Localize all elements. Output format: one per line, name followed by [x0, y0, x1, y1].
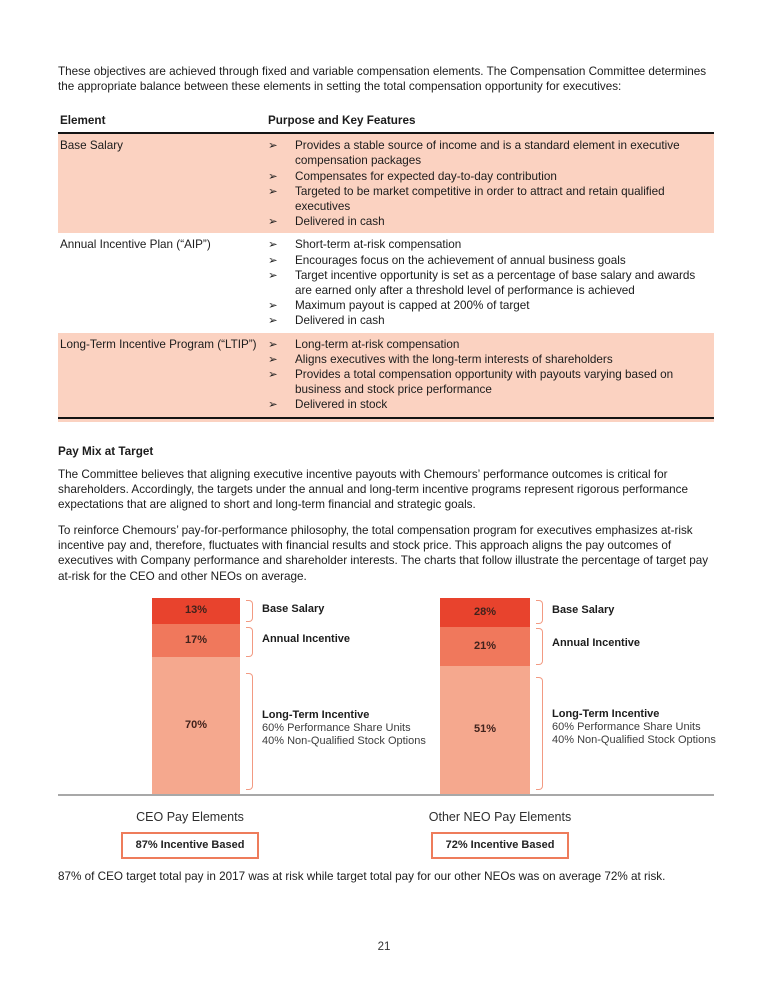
feature-text: Delivered in cash [295, 314, 385, 328]
neo-incentive-callout: 72% Incentive Based [431, 832, 570, 859]
feature-list [268, 138, 714, 229]
bracket-icon [536, 600, 543, 624]
neo-long-term-segment [440, 666, 530, 794]
chart-baseline [58, 794, 714, 796]
closing-paragraph: 87% of CEO target total pay in 2017 was at risk while target total pay for our other NEOs was on average 72% at risk. [58, 870, 666, 883]
arrow-bullet-icon: ➢ [268, 139, 278, 153]
feature-text: Short-term at-risk compensation [295, 238, 462, 252]
arrow-bullet-icon: ➢ [268, 314, 278, 328]
section-heading: Pay Mix at Target [58, 445, 154, 458]
list-item [268, 214, 714, 229]
list-item [268, 169, 714, 184]
list-item [268, 237, 714, 252]
table-row-ltip [58, 333, 714, 417]
arrow-bullet-icon: ➢ [268, 398, 278, 412]
feature-text: Compensates for expected day-to-day contribution [295, 169, 557, 183]
list-item [268, 138, 714, 168]
neo-long-term-label-block [552, 708, 716, 747]
arrow-bullet-icon: ➢ [268, 268, 278, 282]
feature-list [268, 337, 714, 413]
list-item [268, 184, 714, 214]
arrow-bullet-icon: ➢ [268, 368, 278, 382]
ceo-long-term-label-block [262, 709, 426, 748]
page-number: 21 [377, 941, 391, 953]
arrow-bullet-icon: ➢ [268, 169, 278, 183]
feature-text: Delivered in cash [295, 215, 385, 229]
ceo-annual-incentive-label: Annual Incentive [262, 633, 351, 645]
table-header-row [58, 113, 714, 134]
element-name: Base Salary [60, 139, 124, 153]
list-item [268, 367, 714, 397]
neo-base-salary-segment [440, 598, 530, 627]
list-item [268, 253, 714, 268]
neo-annual-incentive-label: Annual Incentive [552, 637, 641, 649]
column-header-purpose: Purpose and Key Features [268, 114, 416, 127]
list-item [268, 268, 714, 298]
ceo-incentive-callout: 87% Incentive Based [121, 832, 260, 859]
ceo-annual-incentive-segment [152, 624, 240, 657]
bracket-icon [536, 628, 543, 665]
segment-value: 13% [184, 604, 208, 617]
neo-long-term-sub-1: 60% Performance Share Units [552, 721, 701, 733]
arrow-bullet-icon: ➢ [268, 238, 278, 252]
ceo-base-salary-label: Base Salary [262, 603, 325, 615]
ceo-chart-caption: CEO Pay Elements [136, 810, 244, 824]
intro-paragraph: These objectives are achieved through fixed and variable compensation elements. The Compensation Committee determines the appropriate balance between these elements in setting the total compensation opportunity for executives: [58, 65, 707, 94]
feature-text: Provides a stable source of income and is a standard element in executive compensation packages [295, 139, 680, 168]
list-item [268, 313, 714, 328]
ceo-long-term-label: Long-Term Incentive [262, 709, 370, 721]
ceo-long-term-sub-1: 60% Performance Share Units [262, 722, 411, 734]
feature-text: Maximum payout is capped at 200% of target [295, 299, 530, 313]
list-item [268, 397, 714, 412]
feature-text: Aligns executives with the long-term interests of shareholders [295, 352, 613, 366]
feature-text: Long-term at-risk compensation [295, 337, 460, 351]
segment-value: 70% [184, 718, 208, 731]
bracket-icon [246, 600, 253, 622]
neo-chart-caption: Other NEO Pay Elements [428, 810, 572, 824]
arrow-bullet-icon: ➢ [268, 253, 278, 267]
arrow-bullet-icon: ➢ [268, 337, 278, 351]
ceo-long-term-segment [152, 657, 240, 794]
compensation-table [58, 113, 714, 422]
list-item [268, 352, 714, 367]
table-row-base-salary [58, 134, 714, 233]
element-name: Long-Term Incentive Program (“LTIP”) [60, 337, 257, 351]
arrow-bullet-icon: ➢ [268, 299, 278, 313]
feature-list [268, 237, 714, 328]
pay-mix-paragraph-1: The Committee believes that aligning executive incentive payouts with Chemours’ performance outcomes is critical for shareholders. Accordingly, the targets under the annual and long-term incentive programs represent rigorous performance expectations that are aligned to short and long-term financial and strategic goals. [58, 468, 688, 512]
arrow-bullet-icon: ➢ [268, 215, 278, 229]
element-name: Annual Incentive Plan (“AIP”) [60, 238, 211, 252]
neo-callout-wrap [400, 832, 600, 859]
feature-text: Provides a total compensation opportunity with payouts varying based on business and stock price performance [295, 368, 674, 397]
ceo-callout-wrap [90, 832, 290, 859]
neo-base-salary-label: Base Salary [552, 604, 615, 616]
column-header-element: Element [60, 114, 106, 127]
table-bottom-strip [58, 419, 714, 422]
neo-annual-incentive-segment [440, 627, 530, 666]
ceo-base-salary-segment [152, 598, 240, 624]
segment-value: 51% [473, 723, 497, 736]
ceo-long-term-sub-2: 40% Non-Qualified Stock Options [262, 735, 426, 747]
segment-value: 21% [473, 639, 497, 652]
table-row-aip [58, 233, 714, 332]
feature-text: Delivered in stock [295, 398, 388, 412]
neo-long-term-sub-2: 40% Non-Qualified Stock Options [552, 734, 716, 746]
neo-long-term-label: Long-Term Incentive [552, 708, 660, 720]
feature-text: Targeted to be market competitive in order to attract and retain qualified executives [295, 184, 665, 214]
segment-value: 28% [473, 605, 497, 618]
bracket-icon [536, 677, 543, 790]
bracket-icon [246, 673, 253, 790]
segment-value: 17% [184, 633, 208, 646]
arrow-bullet-icon: ➢ [268, 352, 278, 366]
feature-text: Target incentive opportunity is set as a percentage of base salary and awards are earned only after a threshold level of performance is achieved [295, 268, 696, 298]
pay-mix-paragraph-2: To reinforce Chemours’ pay-for-performance philosophy, the total compensation program for executives emphasizes at-risk incentive pay and, therefore, fluctuates with financial results and stock price. This approach aligns the pay outcomes of executives with Company performance and shareholder interests. The charts that follow illustrate the percentage of target pay at-risk for the CEO and other NEOs on average. [58, 524, 709, 583]
arrow-bullet-icon: ➢ [268, 184, 278, 198]
list-item [268, 337, 714, 352]
bracket-icon [246, 627, 253, 657]
feature-text: Encourages focus on the achievement of annual business goals [295, 253, 626, 267]
list-item [268, 298, 714, 313]
